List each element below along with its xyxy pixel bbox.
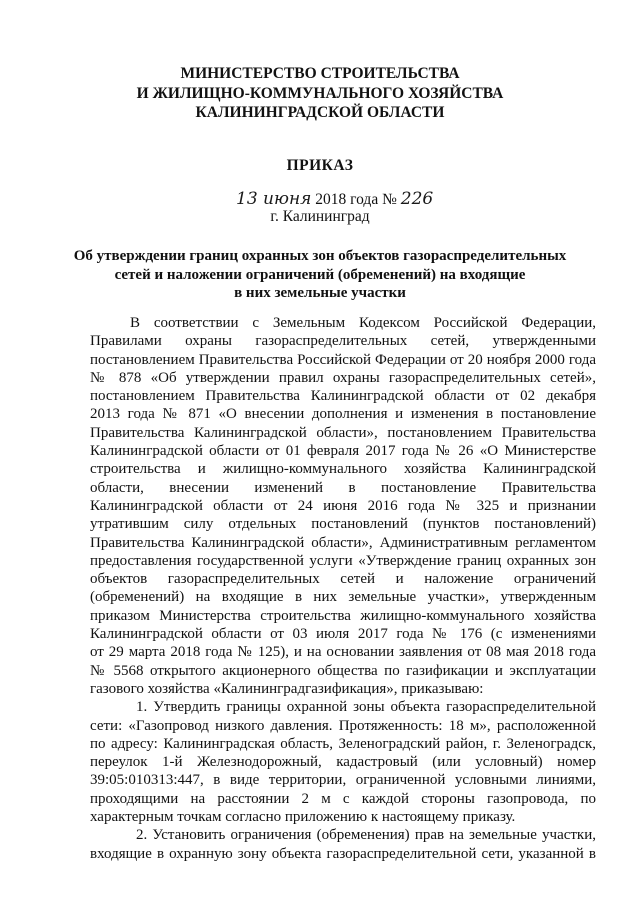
text-line: В соответствии с Земельным Кодексом Российской Федерации, xyxy=(130,315,596,331)
text-line: Правилами охраны газораспределительных сетей, утвержденными xyxy=(90,333,596,350)
text-line: постановлением Правительства Российской Федерации от 20 ноября 2000 года xyxy=(90,351,596,368)
ministry-line: КАЛИНИНГРАДСКОЙ ОБЛАСТИ xyxy=(195,104,445,121)
text-line: по адресу: Калининградская область, Зеленоградский район, г. Зеленоградск, xyxy=(90,735,596,752)
city-name: г. Калининград xyxy=(270,208,370,225)
text-line: газового хозяйства «Калининградгазификация», приказываю: xyxy=(90,680,484,697)
order-subject xyxy=(0,247,640,303)
text-line: 2013 года № 871 «О внесении дополнения и изменения в постановление xyxy=(90,406,596,423)
ministry-line: И ЖИЛИЩНО-КОММУНАЛЬНОГО ХОЗЯЙСТВА xyxy=(136,84,504,102)
text-line: объектов газораспределительных сетей и наложение ограничений xyxy=(90,571,596,588)
text-line: 39:05:010313:447, в виде территории, ограниченной условными линиями, xyxy=(90,772,596,789)
handwritten-date: 13 июня xyxy=(236,189,312,209)
text-line: Калининградской области от 24 июня 2016 года № 325 и признании xyxy=(90,497,596,514)
text-line: предоставления государственной услуги «Утверждение границ охранных зон xyxy=(90,552,596,569)
text-line: Калининградской области от 01 февраля 2017 года № 26 «О Министерстве xyxy=(90,443,596,460)
text-line: от 29 марта 2018 года № 125), и на основании заявления от 08 мая 2018 года xyxy=(90,644,596,661)
subject-line: в них земельные участки xyxy=(234,285,406,301)
ministry-header xyxy=(0,64,640,123)
text-line: утратившим силу отдельных постановлений (пунктов постановлений) xyxy=(90,516,596,533)
order-body xyxy=(90,314,596,863)
subject-line: Об утверждении границ охранных зон объектов газораспределительных xyxy=(73,248,567,264)
text-line: сети: «Газопровод низкого давления. Протяженность: 18 м», расположенной xyxy=(90,717,596,734)
text-line: Правительства Калининградской области», Административным регламентом xyxy=(90,534,596,551)
text-line: № 878 «Об утверждении правил охраны газораспределительных сетей», xyxy=(90,369,596,386)
text-line: (обременений) на входящие в них земельные участки», утвержденным xyxy=(90,589,596,606)
text-line: характерным точкам согласно приложению к настоящему приказу. xyxy=(90,809,516,826)
text-line: Калининградской области от 03 июля 2017 года № 176 (с изменениями xyxy=(90,626,596,643)
order-title: ПРИКАЗ xyxy=(286,157,354,174)
handwritten-order-number: 226 xyxy=(400,189,434,209)
subject-line: сетей и наложении ограничений (обременений) на входящие xyxy=(114,266,526,283)
text-line: области, внесении изменений в постановление Правительства xyxy=(90,479,596,496)
text-line: строительства и жилищно-коммунального хозяйства Калининградской xyxy=(90,461,596,478)
ministry-line: МИНИСТЕРСТВО СТРОИТЕЛЬСТВА xyxy=(180,65,460,82)
text-line: приказом Министерства строительства жилищно-коммунального хозяйства xyxy=(90,607,596,624)
text-line: проходящими на расстоянии 2 м с каждой стороны газопровода, по xyxy=(90,790,596,807)
paragraph-item-1 xyxy=(90,698,596,826)
paragraph-item-2 xyxy=(90,826,596,863)
text-line: переулок 1-й Железнодорожный, кадастровый (или условный) номер xyxy=(90,754,596,771)
text-line: входящие в охранную зону объекта газораспределительной сети, указанной в xyxy=(90,845,596,862)
text-line: 2. Установить ограничения (обременения) прав на земельные участки, xyxy=(136,827,596,844)
order-date-line xyxy=(236,189,433,209)
paragraph-preamble xyxy=(90,314,596,698)
text-line: постановлением Правительства Калининградской области от 02 декабря xyxy=(90,388,596,405)
text-line: Правительства Калининградской области», постановлением Правительства xyxy=(90,424,596,441)
text-line: 1. Утвердить границы охранной зоны объекта газораспределительной xyxy=(136,699,596,716)
date-printed-text: 2018 года № xyxy=(311,191,401,208)
text-line: № 5568 открытого акционерного общества по газификации и эксплуатации xyxy=(90,662,596,679)
